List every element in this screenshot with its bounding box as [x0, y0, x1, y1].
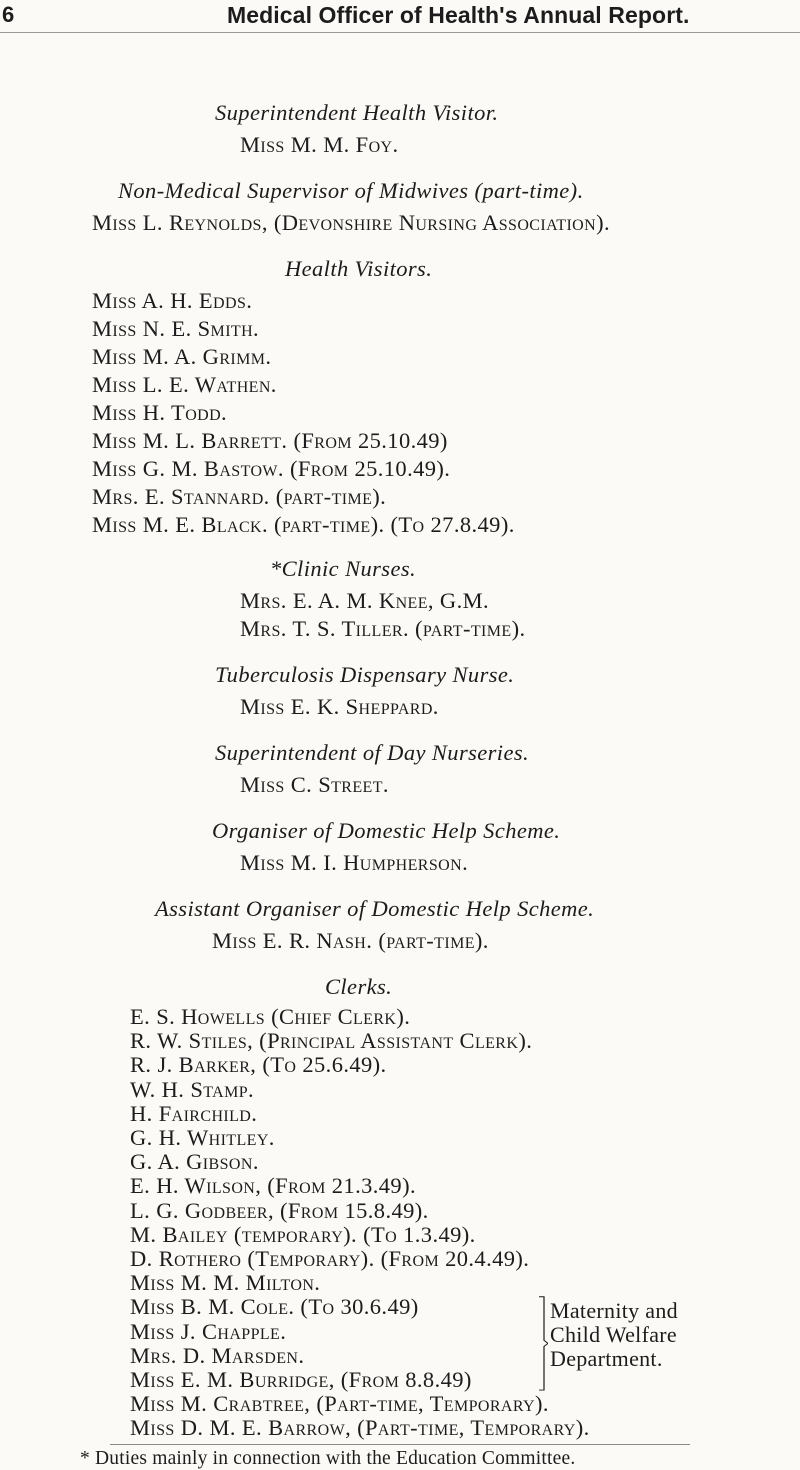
list-item: Mrs. D. Marsden.: [130, 1342, 305, 1368]
list-item: E. S. Howells (Chief Clerk).: [130, 1004, 411, 1029]
section-heading: Non-Medical Supervisor of Midwives (part-time).: [118, 178, 584, 203]
group-brace: [538, 1296, 548, 1391]
list-item: D. Rothero (Temporary). (From 20.4.49).: [130, 1246, 530, 1271]
list-item: M. Bailey (temporary). (To 1.3.49).: [130, 1221, 476, 1247]
list-item: Mrs. E. A. M. Knee, G.M.: [240, 588, 490, 613]
staff-name: Miss M. I. Humpherson.: [240, 850, 469, 875]
staff-name: Miss E. R. Nash. (part-time).: [212, 928, 489, 953]
staff-name: Miss M. M. Foy.: [240, 132, 399, 157]
list-item: Miss N. E. Smith.: [92, 316, 260, 341]
list-item: Miss M. A. Grimm.: [92, 344, 272, 369]
header-rule: [0, 32, 800, 33]
section-heading: Tuberculosis Dispensary Nurse.: [215, 662, 515, 687]
section-heading: *Clinic Nurses.: [270, 556, 417, 581]
list-item: Miss J. Chapple.: [130, 1318, 287, 1344]
footnote-rule: [110, 1444, 690, 1445]
page-number: 6: [2, 2, 15, 27]
list-item: Miss M. M. Milton.: [130, 1270, 321, 1296]
group-note-line: Department.: [550, 1346, 663, 1372]
list-item: Miss M. L. Barrett. (From 25.10.49): [92, 428, 448, 453]
list-item: Mrs. E. Stannard. (part-time).: [92, 484, 387, 509]
list-item: Miss E. M. Burridge, (From 8.8.49): [130, 1367, 472, 1392]
list-item: Miss L. E. Wathen.: [92, 372, 277, 397]
list-item: Miss B. M. Cole. (To 30.6.49): [130, 1294, 419, 1320]
page-header-title: Medical Officer of Health's Annual Report.: [227, 2, 690, 28]
group-note-line: Maternity and: [550, 1298, 678, 1324]
section-heading: Clerks.: [325, 974, 393, 999]
list-item: Miss M. E. Black. (part-time). (To 27.8.49).: [92, 512, 515, 537]
list-item: G. H. Whitley.: [130, 1125, 275, 1150]
list-item: Miss M. Crabtree, (Part-time, Temporary).: [130, 1391, 549, 1417]
list-item: R. J. Barker, (To 25.6.49).: [130, 1052, 387, 1078]
staff-name: Miss C. Street.: [240, 772, 389, 797]
list-item: Miss D. M. E. Barrow, (Part-time, Temporary).: [130, 1415, 590, 1441]
section-heading: Superintendent Health Visitor.: [215, 100, 499, 125]
section-heading: Assistant Organiser of Domestic Help Scheme.: [155, 896, 595, 921]
list-item: E. H. Wilson, (From 21.3.49).: [130, 1173, 416, 1199]
list-item: L. G. Godbeer, (From 15.8.49).: [130, 1197, 429, 1223]
footnote: * Duties mainly in connection with the Education Committee.: [80, 1447, 576, 1469]
list-item: Mrs. T. S. Tiller. (part-time).: [240, 616, 526, 641]
list-item: Miss H. Todd.: [92, 400, 228, 425]
section-heading: Health Visitors.: [285, 256, 433, 281]
list-item: W. H. Stamp.: [130, 1076, 255, 1102]
staff-name: Miss E. K. Sheppard.: [240, 694, 439, 719]
staff-name: Miss L. Reynolds, (Devonshire Nursing Association).: [92, 210, 611, 235]
group-note-line: Child Welfare: [550, 1322, 677, 1348]
section-heading: Organiser of Domestic Help Scheme.: [212, 818, 561, 843]
list-item: Miss G. M. Bastow. (From 25.10.49).: [92, 456, 451, 481]
list-item: H. Fairchild.: [130, 1100, 258, 1126]
list-item: G. A. Gibson.: [130, 1149, 259, 1175]
list-item: R. W. Stiles, (Principal Assistant Clerk).: [130, 1028, 533, 1054]
section-heading: Superintendent of Day Nurseries.: [215, 740, 530, 765]
list-item: Miss A. H. Edds.: [92, 288, 253, 313]
